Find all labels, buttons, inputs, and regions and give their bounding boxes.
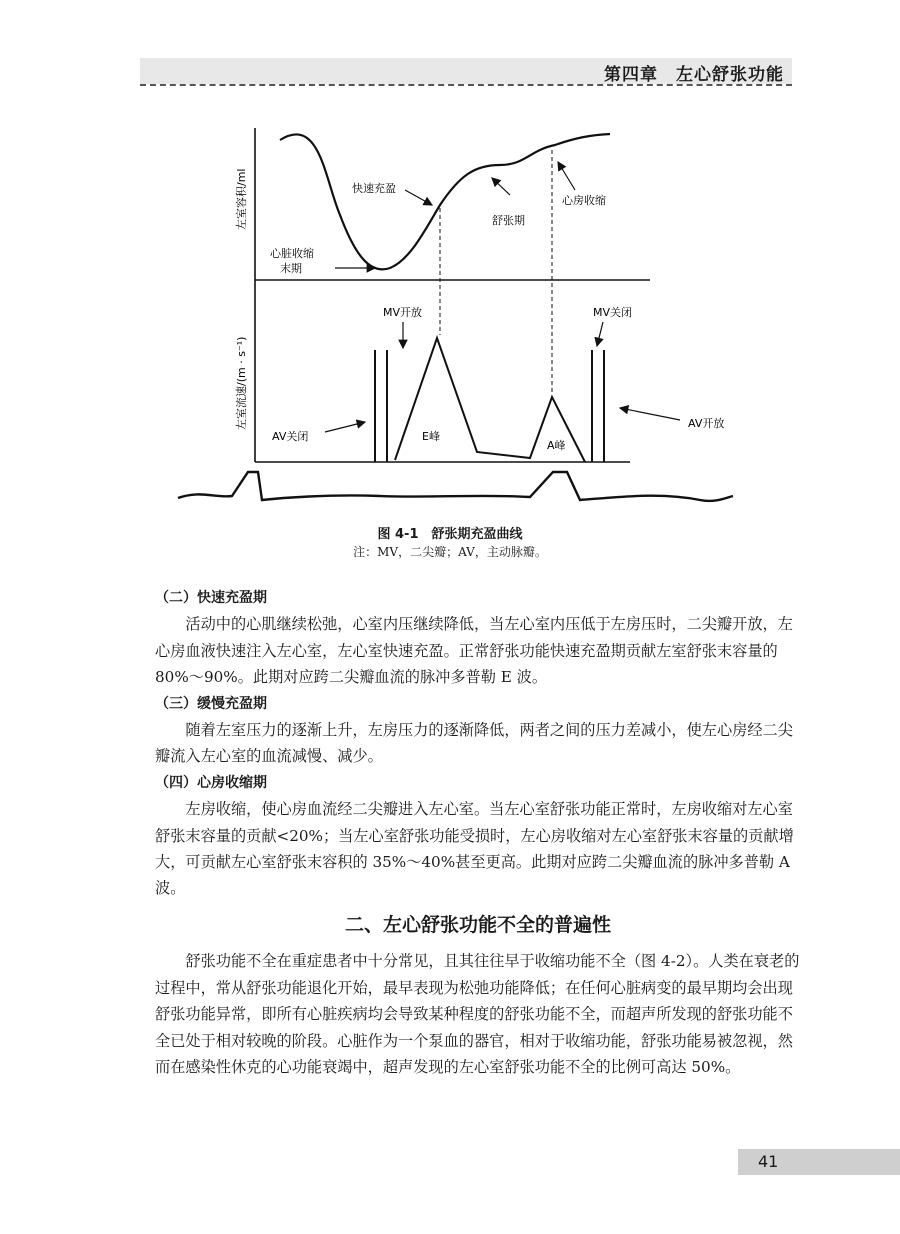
paragraph-slow-filling: 随着左室压力的逐渐上升，左房压力的逐渐降低，两者之间的压力差减小，使左心房经二尖瓣流入左心室的血流减慢、减少。 [155,721,793,766]
label-atrial-contraction: 心房收缩 [562,194,606,207]
label-diastasis: 舒张期 [492,214,525,227]
subheading-rapid-filling: （二）快速充盈期 [155,590,267,606]
label-end-systole-1: 心脏收缩 [270,247,314,260]
arrow-atrial [558,162,575,190]
label-av-close: AV关闭 [272,430,309,443]
arrow-av-close [325,422,365,432]
page-number-box [738,1149,900,1175]
subheading-atrial-contraction: （四）心房收缩期 [155,774,267,791]
paragraph-rapid-filling: 活动中的心肌继续松弛，心室内压继续降低，当左心室内压低于左房压时，二尖瓣开放，左心房血液快速注入左心室，左心室快速充盈。正常舒张功能快速充盈期贡献左室舒张末容量的 80%～90%。此期对应跨二尖瓣血流的脉冲多普勒 E 波。 [155,615,793,687]
section-title: 二、左心舒张功能不全的普遍性 [344,913,611,936]
page-number: 41 [758,1152,779,1171]
label-rapid-filling: 快速充盈 [352,182,396,195]
paragraph-prevalence: 舒张功能不全在重症患者中十分常见，且其往往早于收缩功能不全（图 4-2）。人类在衰老的过程中，常从舒张功能退化开始，最早表现为松弛功能降低；在任何心脏病变的最早期均会出现舒张功能异常，即所有心脏疾病均会导致某种程度的舒张功能不全，而超声所发现的舒张功能不全已处于相对较晚的阶段。心脏作为一个泵血的器官，相对于收缩功能，舒张功能易被忽视，然而在感染性休克的心功能衰竭中，超声发现的左心室舒张功能不全的比例可高达 50%。 [155,952,800,1076]
label-av-open: AV开放 [688,417,725,430]
label-mv-close: MV关闭 [593,306,633,319]
subheading-slow-filling: （三）缓慢充盈期 [155,695,267,712]
label-e-peak: E峰 [422,430,440,443]
ecg-trace [178,472,733,501]
ylabel-velocity: 左室流速/(m · s⁻¹) [235,336,248,430]
arrow-diastasis [492,178,510,195]
paragraph-atrial-contraction: 左房收缩，使心房血流经二尖瓣进入左心室。当左心室舒张功能正常时，左房收缩对左心室舒张末容量的贡献<20%；当左心室舒张功能受损时，左心房收缩对左心室舒张末容量的贡献增大，可贡献左心室舒张末容积的 35%～40%甚至更高。此期对应跨二尖瓣血流的脉冲多普勒 A 波。 [155,800,794,898]
label-mv-open: MV开放 [383,306,423,319]
figure-caption: 图 4-1 舒张期充盈曲线 [377,527,523,542]
ylabel-volume: 左室容积/ml [235,168,248,230]
volume-curve [280,134,610,269]
diastolic-filling-figure [0,0,900,520]
arrow-rapid-filling [405,190,432,205]
body-text [155,585,801,1080]
chapter-title: 第四章 左心舒张功能 [604,65,784,85]
arrow-av-open [620,408,680,420]
figure-note: 注：MV，二尖瓣；AV，主动脉瓣。 [353,545,547,559]
label-a-peak: A峰 [547,439,566,452]
arrow-mv-close [597,322,603,346]
label-end-systole-2: 末期 [280,262,302,275]
